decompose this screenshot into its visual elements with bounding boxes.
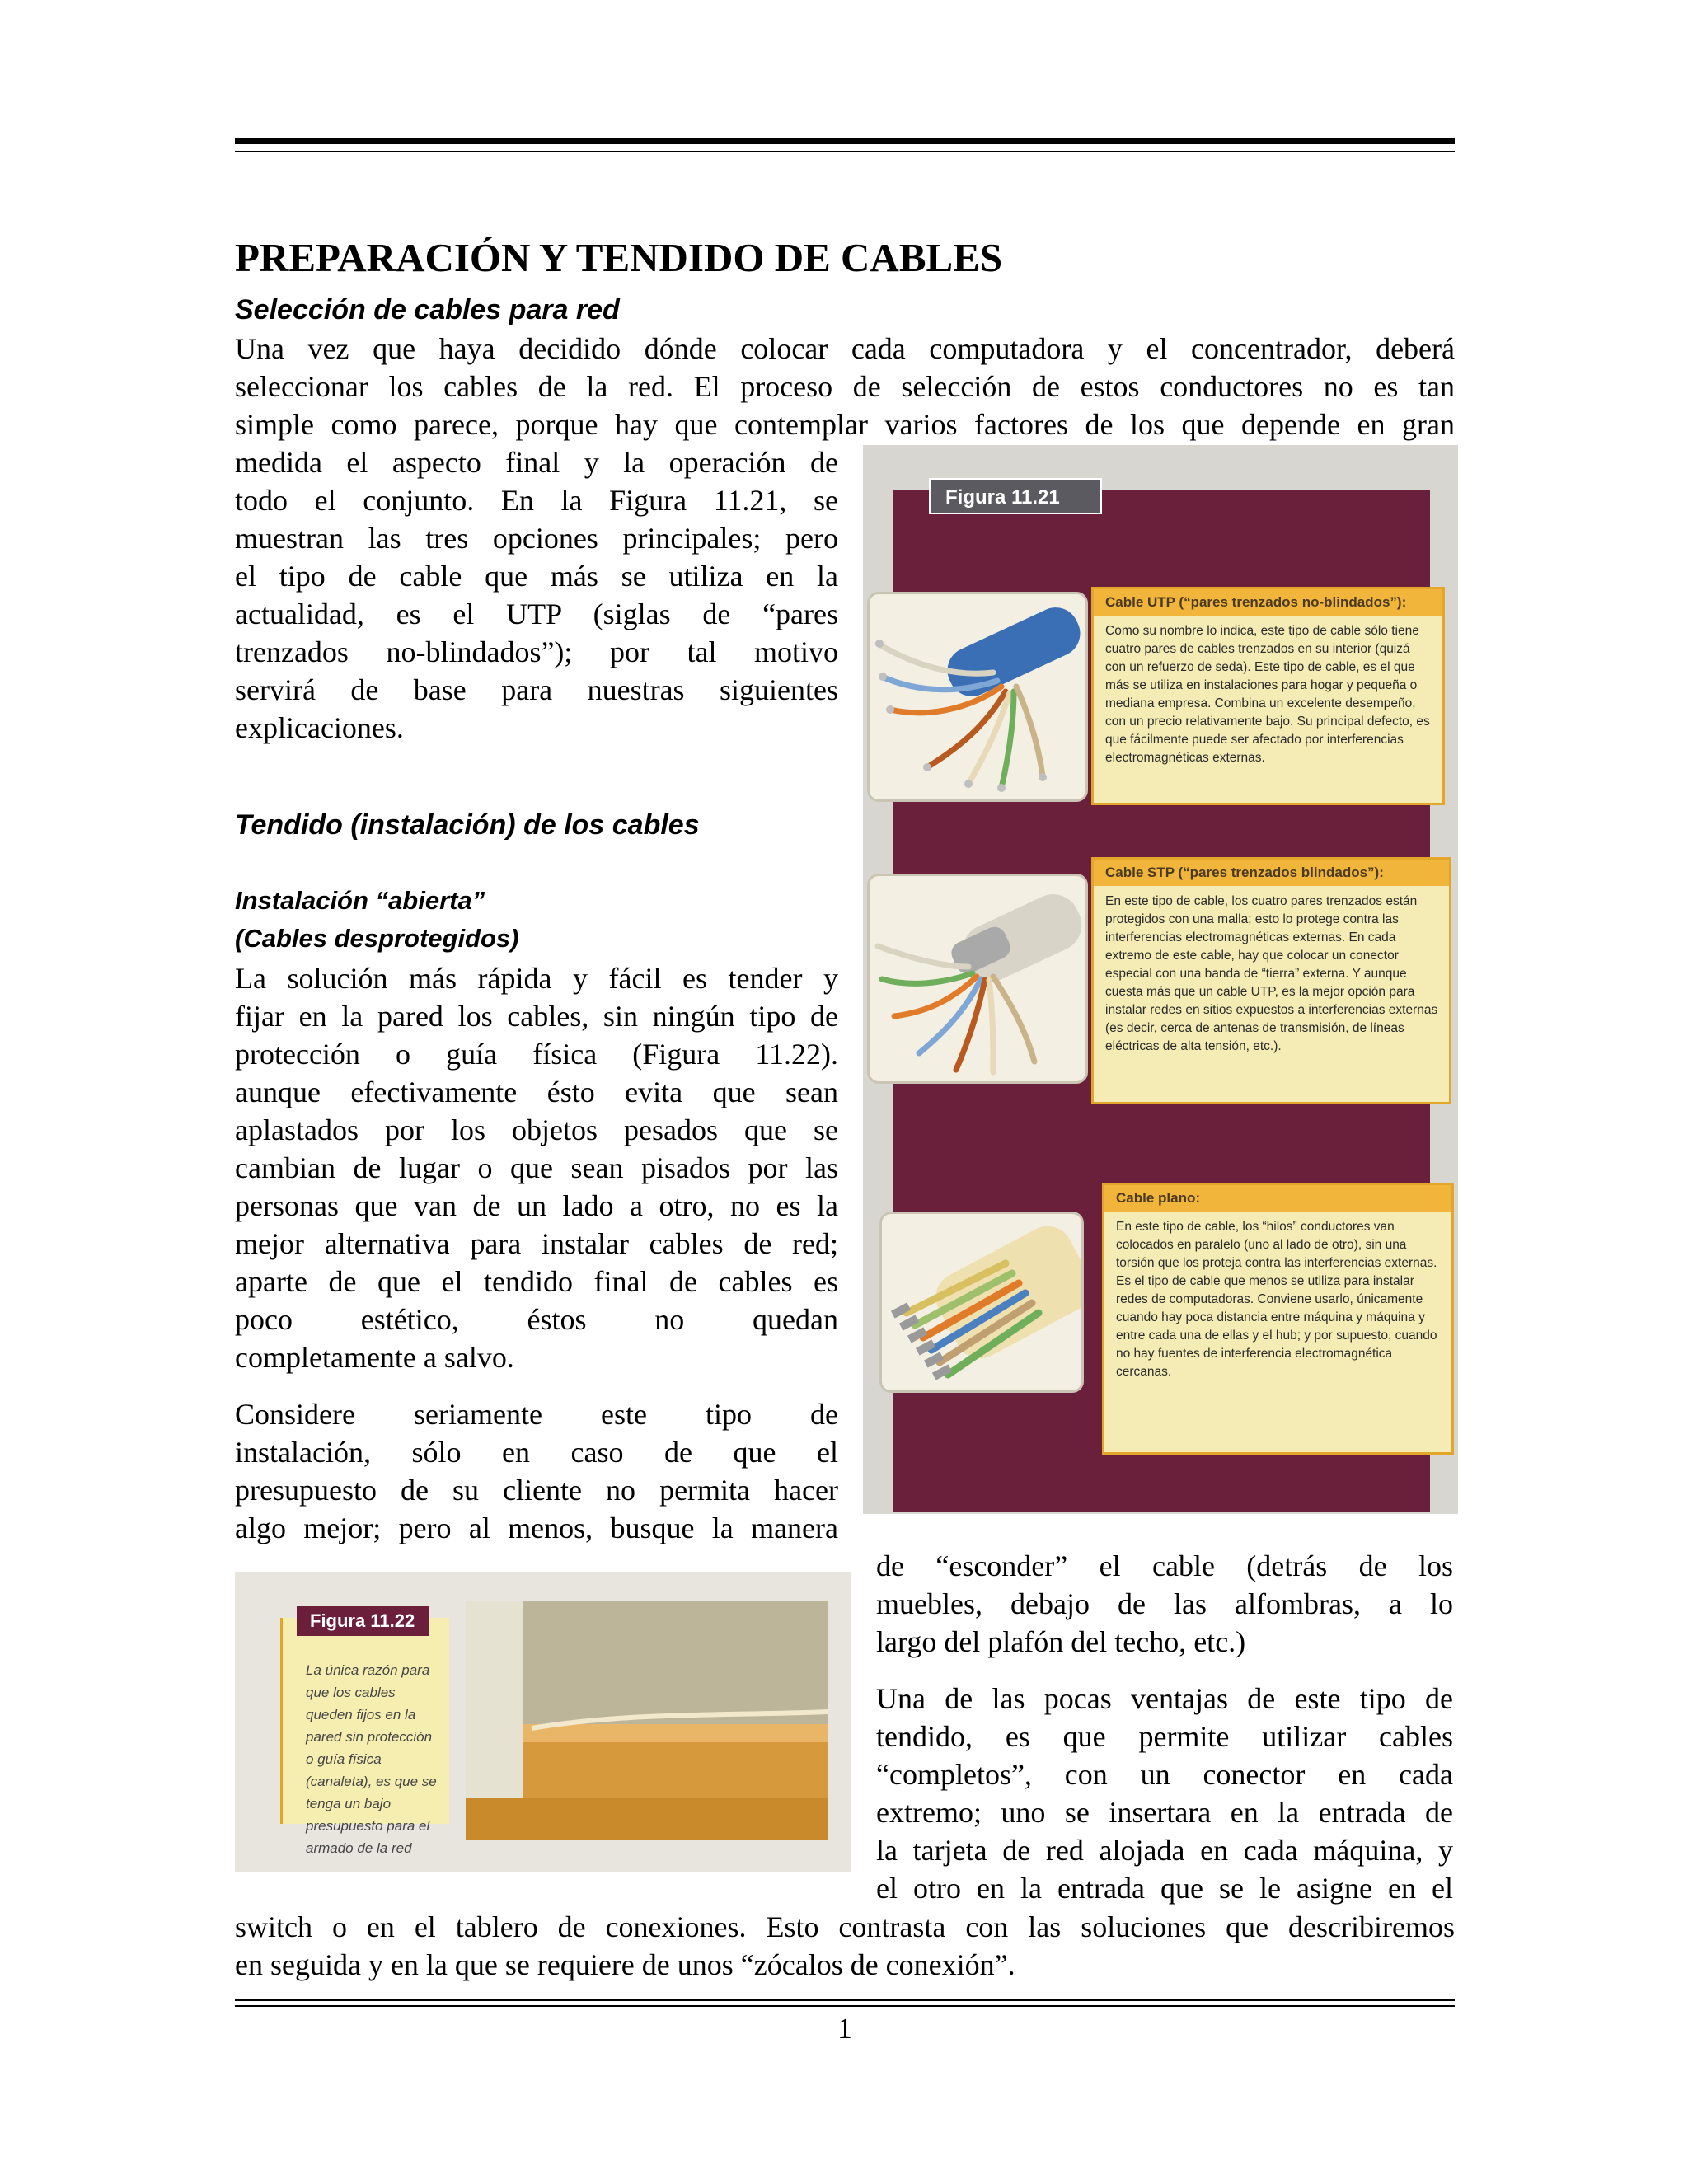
text-line: fijar en la pared los cables, sin ningún tipo de (235, 1000, 838, 1033)
text-line: medida el aspecto final y la operación de (235, 446, 838, 479)
text-line: muestran las tres opciones principales; pero (235, 522, 838, 555)
text-line: instalación, sólo en caso de que el (235, 1436, 838, 1469)
text-line: actualidad, es el UTP (siglas de “pares (235, 598, 838, 630)
text-line: Una vez que haya decidido dónde colocar cada computadora y el concentrador, deberá (235, 332, 1455, 365)
bottom-rule-thin (235, 2005, 1455, 2007)
text-line: cambian de lugar o que sean pisados por las (235, 1151, 838, 1184)
text-line: Considere seriamente este tipo de (235, 1398, 838, 1431)
text-line: algo mejor; pero al menos, busque la manera (235, 1511, 838, 1544)
text-line: en seguida y en la que se requiere de unos “zócalos de conexión”. (235, 1948, 1015, 1981)
text-line: trenzados no-blindados”); por tal motivo (235, 635, 838, 668)
figure-label: Figura 11.22 (297, 1606, 429, 1636)
open-install-paragraph (235, 959, 838, 1376)
text-line: el otro en la entrada que se le asigne en el (876, 1872, 1453, 1905)
text-line: tendido, es que permite utilizar cables (876, 1720, 1453, 1753)
utp-panel (1091, 587, 1445, 805)
text-line: aparte de que el tendido final de cables es (235, 1265, 838, 1298)
top-rule-thick (235, 138, 1455, 144)
text-line: extremo; uno se insertara en la entrada de (876, 1796, 1453, 1829)
figure-caption: La única razón para que los cables queden fijos en la pared sin protección o guía física (canaleta), es que se tenga un bajo presupuesto para el armado de la red (280, 1618, 449, 1824)
intro-paragraph (235, 330, 1455, 443)
text-line: mejor alternativa para instalar cables de red; (235, 1227, 838, 1260)
subsection-heading-2: (Cables desprotegidos) (235, 924, 519, 953)
wall-photo (466, 1601, 828, 1840)
consider-paragraph (235, 1395, 838, 1547)
text-line: protección o guía física (Figura 11.22). (235, 1038, 838, 1071)
text-line: aunque efectivamente ésto evita que sean (235, 1076, 838, 1108)
text-line: el tipo de cable que más se utiliza en la (235, 560, 838, 593)
text-line: presupuesto de su cliente no permita hacer (235, 1474, 838, 1507)
text-line: de “esconder” el cable (detrás de los (876, 1549, 1453, 1582)
flat-panel-title: Cable plano: (1104, 1185, 1451, 1212)
page-number: 1 (837, 2012, 852, 2045)
text-line: switch o en el tablero de conexiones. Esto contrasta con las soluciones que describiremos (235, 1910, 1455, 1943)
utp-panel-text: Como su nombre lo indica, este tipo de cable sólo tiene cuatro pares de cables trenzados en su interior (quizá con un refuerzo de seda). Este tipo de cable, es el que más se utiliza en instalaciones para hogar y pequeña o mediana empresa. Combina un excelente desempeño, con un precio relativamente bajo. Su principal defecto, es que fácilmente puede ser afectado por interferencias electromagnéticas externas. (1105, 624, 1430, 765)
text-line: explicaciones. (235, 711, 404, 744)
figure-label: Figura 11.21 (929, 478, 1102, 514)
page-title: PREPARACIÓN Y TENDIDO DE CABLES (235, 235, 1003, 280)
text-line: aplastados por los objetos pesados que se (235, 1113, 838, 1146)
utp-panel-title: Cable UTP (“pares trenzados no-blindados”): (1094, 589, 1442, 616)
section-subtitle: Selección de cables para red (235, 294, 620, 326)
stp-panel-text: En este tipo de cable, los cuatro pares trenzados están protegidos con una malla; esto lo protege contra las interferencias electromagnéticas externas. En cada extremo de este cable, hay que colocar un conector especial con una banda de “tierra” externa. Y aunque cuesta más que un cable UTP, es la mejor opción para instalar redes en sitios expuestos a interferencias externas (es decir, cerca de antenas de transmisión, de líneas eléctricas de alta tensión, etc.). (1105, 894, 1438, 1053)
text-line: “completos”, con un conector en cada (876, 1758, 1453, 1791)
text-line: muebles, debajo de las alfombras, a lo (876, 1587, 1453, 1620)
text-line: servirá de base para nuestras siguientes (235, 673, 838, 706)
stp-cable-photo (867, 874, 1088, 1084)
flat-panel-text: En este tipo de cable, los “hilos” conductores van colocados en paralelo (uno al lado de otro), sin una torsión que los proteja contra las interferencias externas. Es el tipo de cable que menos se utiliza para instalar redes de computadoras. Conviene usarlo, únicamente cuando hay poca distancia entre máquina y máquina y entre cada una de ellas y el hub; y por supuesto, cuando no hay fuentes de interferencia electromagnética cercanas. (1116, 1220, 1437, 1379)
text-line: la tarjeta de red alojada en cada máquina, y (876, 1834, 1453, 1867)
closing-paragraph (235, 1908, 1455, 1984)
text-line: completamente a salvo. (235, 1341, 514, 1374)
top-rule-thin (235, 151, 1455, 152)
flat-cable-panel (1102, 1183, 1454, 1455)
bottom-rule (235, 1999, 1455, 2001)
utp-cable-photo (867, 592, 1088, 802)
figure-11-21 (863, 445, 1458, 1514)
text-line: simple como parece, porque hay que contemplar varios factores de los que depende en gran (235, 408, 1455, 441)
flat-cable-photo (879, 1212, 1084, 1393)
intro-paragraph-continued (235, 443, 838, 747)
subsection-heading: Instalación “abierta” (235, 886, 485, 915)
hide-cable-paragraph (876, 1547, 1453, 1661)
stp-panel (1091, 857, 1451, 1104)
advantages-paragraph (876, 1680, 1453, 1907)
figure-11-22 (235, 1572, 851, 1872)
text-line: poco estético, éstos no quedan (235, 1303, 838, 1336)
text-line: personas que van de un lado a otro, no es la (235, 1189, 838, 1222)
stp-panel-title: Cable STP (“pares trenzados blindados”): (1094, 860, 1449, 886)
text-line: largo del plafón del techo, etc.) (876, 1625, 1246, 1658)
text-line: todo el conjunto. En la Figura 11.21, se (235, 484, 838, 517)
text-line: La solución más rápida y fácil es tender y (235, 962, 838, 995)
section-heading: Tendido (instalación) de los cables (235, 809, 700, 841)
text-line: seleccionar los cables de la red. El proceso de selección de estos conductores no es tan (235, 370, 1455, 403)
text-line: Una de las pocas ventajas de este tipo de (876, 1682, 1453, 1715)
